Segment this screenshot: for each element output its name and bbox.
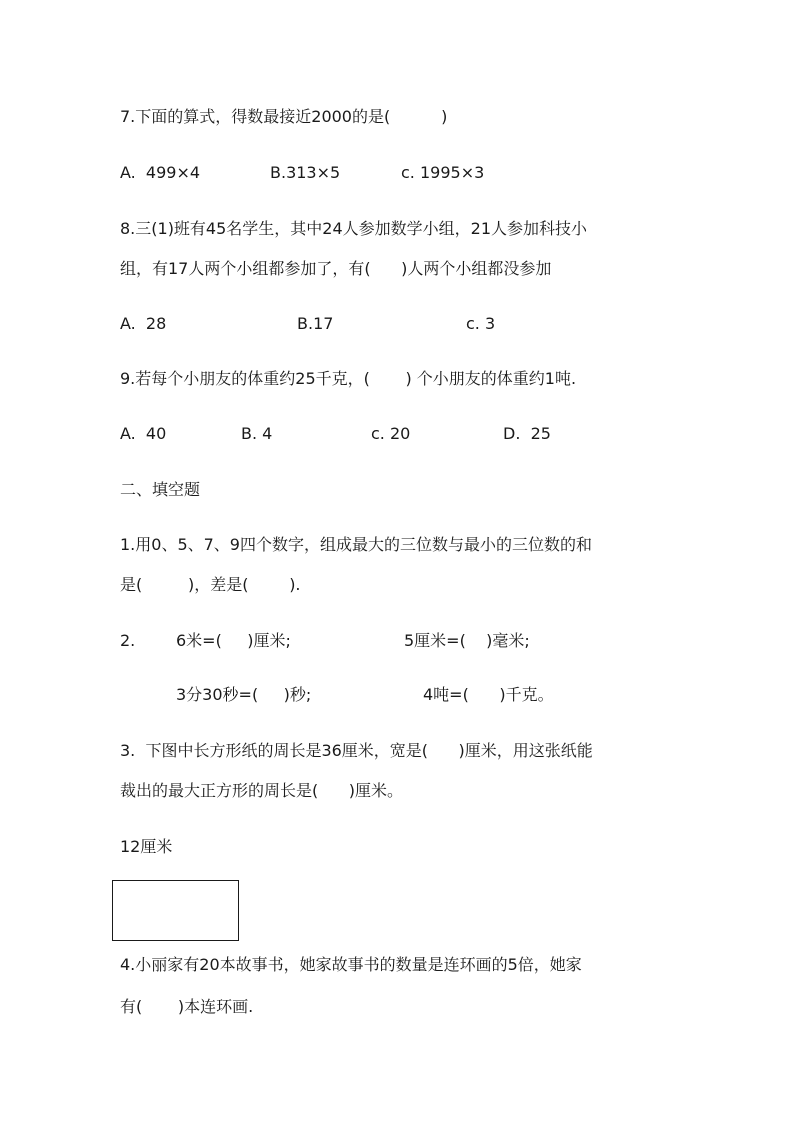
q9-stem: 9.若每个小朋友的体重约25千克，( ) 个小朋友的体重约1吨. xyxy=(120,369,577,388)
fill-q4-line1: 4.小丽家有20本故事书，她家故事书的数量是连环画的5倍，她家 xyxy=(120,955,582,974)
q9-option-c: c. 20 xyxy=(371,424,411,443)
q7-option-a: A. 499×4 xyxy=(120,163,201,182)
q8-option-b: B.17 xyxy=(297,314,334,333)
q9-option-b: B. 4 xyxy=(241,424,273,443)
fill-q2-number: 2. xyxy=(120,631,136,650)
q8-option-a: A. 28 xyxy=(120,314,167,333)
q9-option-a: A. 40 xyxy=(120,424,167,443)
q8-stem-line2: 组，有17人两个小组都参加了，有( )人两个小组都没参加 xyxy=(120,259,552,278)
fill-q3-line1: 3. 下图中长方形纸的周长是36厘米，宽是( )厘米，用这张纸能 xyxy=(120,741,593,760)
section-two-title: 二、填空题 xyxy=(120,480,201,499)
q7-stem: 7.下面的算式，得数最接近2000的是( ) xyxy=(120,107,448,126)
fill-q1-line1: 1.用0、5、7、9四个数字，组成最大的三位数与最小的三位数的和 xyxy=(120,535,592,554)
fill-q2-item1: 6米=( )厘米; xyxy=(176,631,291,650)
q9-option-d: D. 25 xyxy=(503,424,551,443)
fill-q2-item3: 3分30秒=( )秒; xyxy=(176,685,312,704)
fill-q2-item4: 4吨=( )千克。 xyxy=(423,685,554,704)
rectangle-length-label: 12厘米 xyxy=(120,837,173,856)
q8-option-c: c. 3 xyxy=(466,314,496,333)
rectangle-figure xyxy=(112,880,239,941)
fill-q2-item2: 5厘米=( )毫米; xyxy=(404,631,530,650)
fill-q3-line2: 裁出的最大正方形的周长是( )厘米。 xyxy=(120,781,404,800)
fill-q1-line2: 是( )，差是( ). xyxy=(120,575,301,594)
fill-q4-line2: 有( )本连环画. xyxy=(120,997,254,1016)
q7-option-c: c. 1995×3 xyxy=(401,163,485,182)
q7-option-b: B.313×5 xyxy=(270,163,341,182)
q8-stem-line1: 8.三(1)班有45名学生，其中24人参加数学小组，21人参加科技小 xyxy=(120,219,588,238)
